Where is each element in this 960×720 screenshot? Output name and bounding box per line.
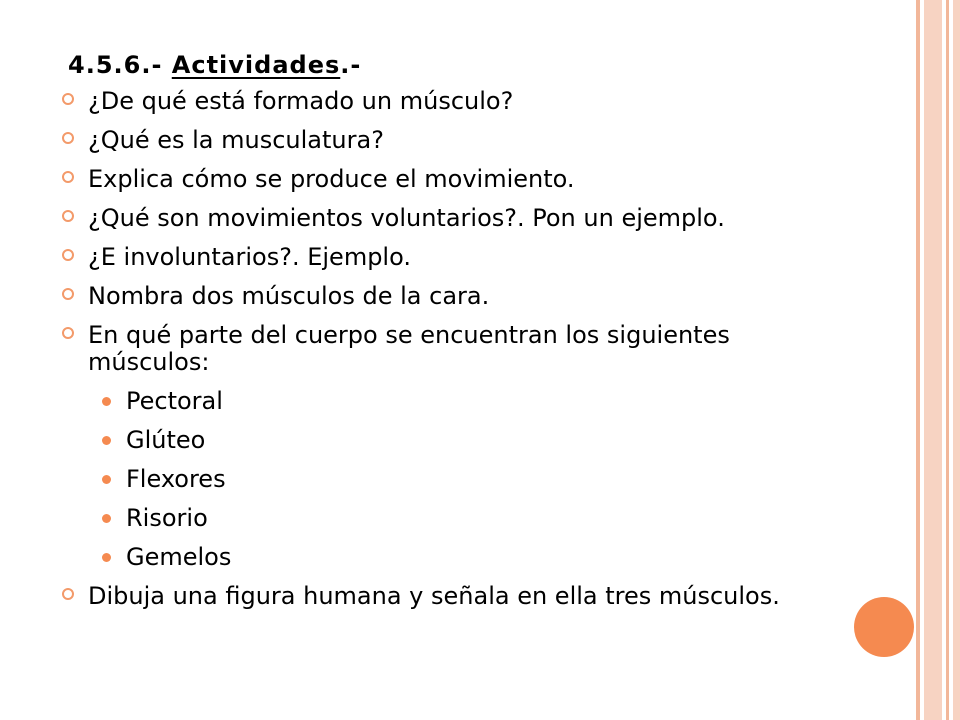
- question-text: En qué parte del cuerpo se encuentran los siguientes músculos:: [88, 321, 730, 376]
- list-item: [62, 205, 822, 232]
- muscle-name: Flexores: [126, 465, 226, 493]
- list-item: [62, 283, 822, 310]
- muscle-item: [88, 466, 822, 493]
- dot-bullet-icon: [102, 553, 111, 562]
- ring-bullet-icon: [62, 327, 74, 339]
- section-title: Actividades: [171, 51, 341, 79]
- dot-bullet-icon: [102, 436, 111, 445]
- muscle-name: Risorio: [126, 504, 208, 532]
- ring-bullet-icon: [62, 210, 74, 222]
- list-item: [62, 127, 822, 154]
- ring-bullet-icon: [62, 132, 74, 144]
- section-suffix: .-: [340, 51, 362, 79]
- stripe: [953, 0, 960, 720]
- ring-bullet-icon: [62, 588, 74, 600]
- ring-bullet-icon: [62, 249, 74, 261]
- decorative-stripes: [916, 0, 960, 720]
- list-item: [62, 166, 822, 193]
- question-text: Explica cómo se produce el movimiento.: [88, 165, 575, 193]
- ring-bullet-icon: [62, 288, 74, 300]
- muscle-item: [88, 505, 822, 532]
- stripe: [916, 0, 920, 720]
- dot-bullet-icon: [102, 475, 111, 484]
- dot-bullet-icon: [102, 514, 111, 523]
- muscle-item: [88, 544, 822, 571]
- muscle-name: Pectoral: [126, 387, 223, 415]
- stripe: [946, 0, 949, 720]
- question-text: ¿E involuntarios?. Ejemplo.: [88, 243, 411, 271]
- decorative-circle: [854, 597, 914, 657]
- ring-bullet-icon: [62, 171, 74, 183]
- question-text: ¿De qué está formado un músculo?: [88, 87, 514, 115]
- muscle-list: [88, 388, 822, 571]
- muscle-name: Gemelos: [126, 543, 232, 571]
- question-text: ¿Qué son movimientos voluntarios?. Pon un ejemplo.: [88, 204, 725, 232]
- section-number: 4.5.6.-: [68, 51, 172, 79]
- list-item: [62, 583, 822, 610]
- muscle-name: Glúteo: [126, 426, 206, 454]
- question-text: Dibuja una figura humana y señala en ella tres músculos.: [88, 582, 780, 610]
- ring-bullet-icon: [62, 93, 74, 105]
- dot-bullet-icon: [102, 397, 111, 406]
- list-item: [62, 244, 822, 271]
- muscle-item: [88, 388, 822, 415]
- question-text: Nombra dos músculos de la cara.: [88, 282, 490, 310]
- question-list: [62, 88, 822, 622]
- list-item: [62, 322, 822, 571]
- question-text: ¿Qué es la musculatura?: [88, 126, 384, 154]
- list-item: [62, 88, 822, 115]
- stripe: [924, 0, 942, 720]
- slide-title: [68, 51, 361, 79]
- muscle-item: [88, 427, 822, 454]
